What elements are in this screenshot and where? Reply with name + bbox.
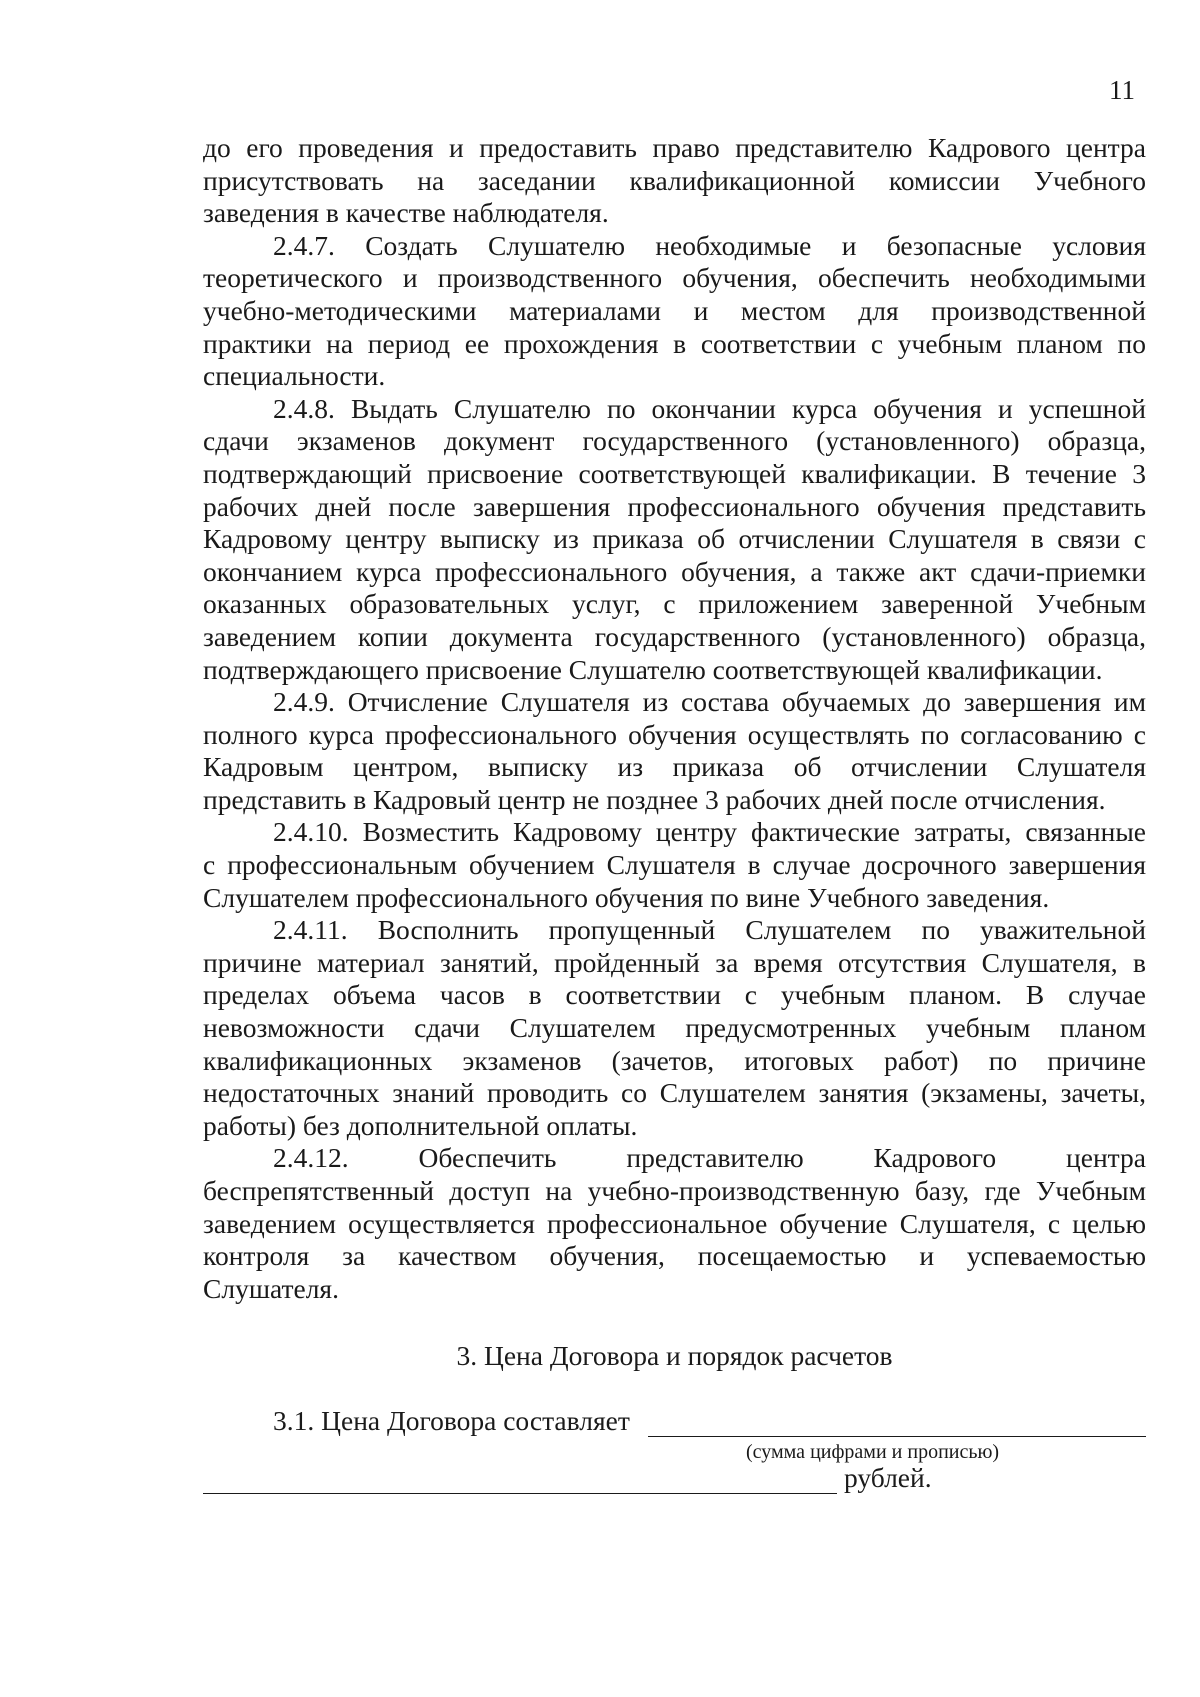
paragraph-cont bbox=[203, 132, 1146, 230]
text-line: заведением осуществляется профессиональное обучение Слушателя, с целью bbox=[203, 1207, 1146, 1239]
currency-suffix: рублей. bbox=[844, 1462, 932, 1493]
text-line: Кадровому центру выписку из приказа об отчислении Слушателя в связи с bbox=[203, 523, 1146, 555]
text-line: подтверждающий присвоение соответствующей квалификации. В течение 3 bbox=[203, 457, 1146, 489]
price-amount-blank bbox=[648, 1436, 1146, 1437]
paragraph-2-4-8 bbox=[203, 393, 1146, 686]
text-line: Слушателем профессионального обучения по вине Учебного заведения. bbox=[203, 881, 1050, 913]
text-line: невозможности сдачи Слушателем предусмотренных учебным планом bbox=[203, 1012, 1146, 1044]
text-line: пределах объема часов в соответствии с учебным планом. В случае bbox=[203, 979, 1146, 1011]
paragraph-2-4-12 bbox=[203, 1142, 1146, 1305]
text-line: заведения в качестве наблюдателя. bbox=[203, 197, 609, 229]
text-line: с профессиональным обучением Слушателя в случае досрочного завершения bbox=[203, 849, 1146, 881]
text-line: 2.4.11. Восполнить пропущенный Слушателем по уважительной bbox=[273, 914, 1146, 946]
paragraph-2-4-11 bbox=[203, 914, 1146, 1142]
text-line: рабочих дней после завершения профессионального обучения представить bbox=[203, 490, 1146, 522]
paragraph-2-4-10 bbox=[203, 816, 1146, 914]
price-words-blank bbox=[203, 1493, 837, 1494]
text-line: 2.4.10. Возместить Кадровому центру фактические затраты, связанные bbox=[273, 816, 1146, 848]
text-line: Кадровым центром, выписку из приказа об отчислении Слушателя bbox=[203, 751, 1146, 783]
text-line: оказанных образовательных услуг, с приложением заверенной Учебным bbox=[203, 588, 1146, 620]
text-line: до его проведения и предоставить право представителю Кадрового центра bbox=[203, 132, 1146, 163]
paragraph-2-4-7 bbox=[203, 230, 1146, 393]
price-label: 3.1. Цена Договора составляет bbox=[273, 1405, 630, 1436]
text-line: полного курса профессионального обучения осуществлять по согласованию с bbox=[203, 718, 1146, 750]
text-line: практики на период ее прохождения в соответствии с учебным планом по bbox=[203, 327, 1146, 359]
text-line: присутствовать на заседании квалификационной комиссии Учебного bbox=[203, 164, 1146, 196]
text-line: беспрепятственный доступ на учебно-производственную базу, где Учебным bbox=[203, 1175, 1146, 1206]
text-line: 2.4.8. Выдать Слушателю по окончании курса обучения и успешной bbox=[273, 392, 1146, 424]
text-line: причине материал занятий, пройденный за время отсутствия Слушателя, в bbox=[203, 946, 1146, 978]
section-heading: 3. Цена Договора и порядок расчетов bbox=[456, 1340, 893, 1371]
contract-body-text bbox=[203, 132, 1146, 1305]
text-line: работы) без дополнительной оплаты. bbox=[203, 1109, 638, 1141]
text-line: 2.4.12. Обеспечить представителю Кадрового центра bbox=[273, 1142, 1146, 1174]
text-line: недостаточных знаний проводить со Слушателем занятия (экзамены, зачеты, bbox=[203, 1077, 1146, 1109]
text-line: теоретического и производственного обучения, обеспечить необходимыми bbox=[203, 262, 1146, 294]
text-line: 2.4.7. Создать Слушателю необходимые и безопасные условия bbox=[273, 229, 1146, 261]
text-line: контроля за качеством обучения, посещаемостью и успеваемостью bbox=[203, 1240, 1146, 1272]
page-number: 11 bbox=[1109, 75, 1135, 105]
text-line: сдачи экзаменов документ государственного (установленного) образца, bbox=[203, 425, 1146, 457]
text-line: учебно-методическими материалами и местом для производственной bbox=[203, 294, 1146, 326]
text-line: заведением копии документа государственного (установленного) образца, bbox=[203, 620, 1146, 652]
text-line: квалификационных экзаменов (зачетов, итоговых работ) по причине bbox=[203, 1044, 1146, 1076]
text-line: специальности. bbox=[203, 360, 386, 392]
text-line: подтверждающего присвоение Слушателю соответствующей квалификации. bbox=[203, 653, 1103, 685]
text-line: 2.4.9. Отчисление Слушателя из состава обучаемых до завершения им bbox=[273, 686, 1146, 718]
text-line: Слушателя. bbox=[203, 1272, 339, 1304]
paragraph-2-4-9 bbox=[203, 686, 1146, 816]
text-line: представить в Кадровый центр не позднее 3 рабочих дней после отчисления. bbox=[203, 783, 1106, 815]
price-hint: (сумма цифрами и прописью) bbox=[746, 1441, 1000, 1463]
text-line: окончанием курса профессионального обучения, а также акт сдачи-приемки bbox=[203, 555, 1146, 587]
